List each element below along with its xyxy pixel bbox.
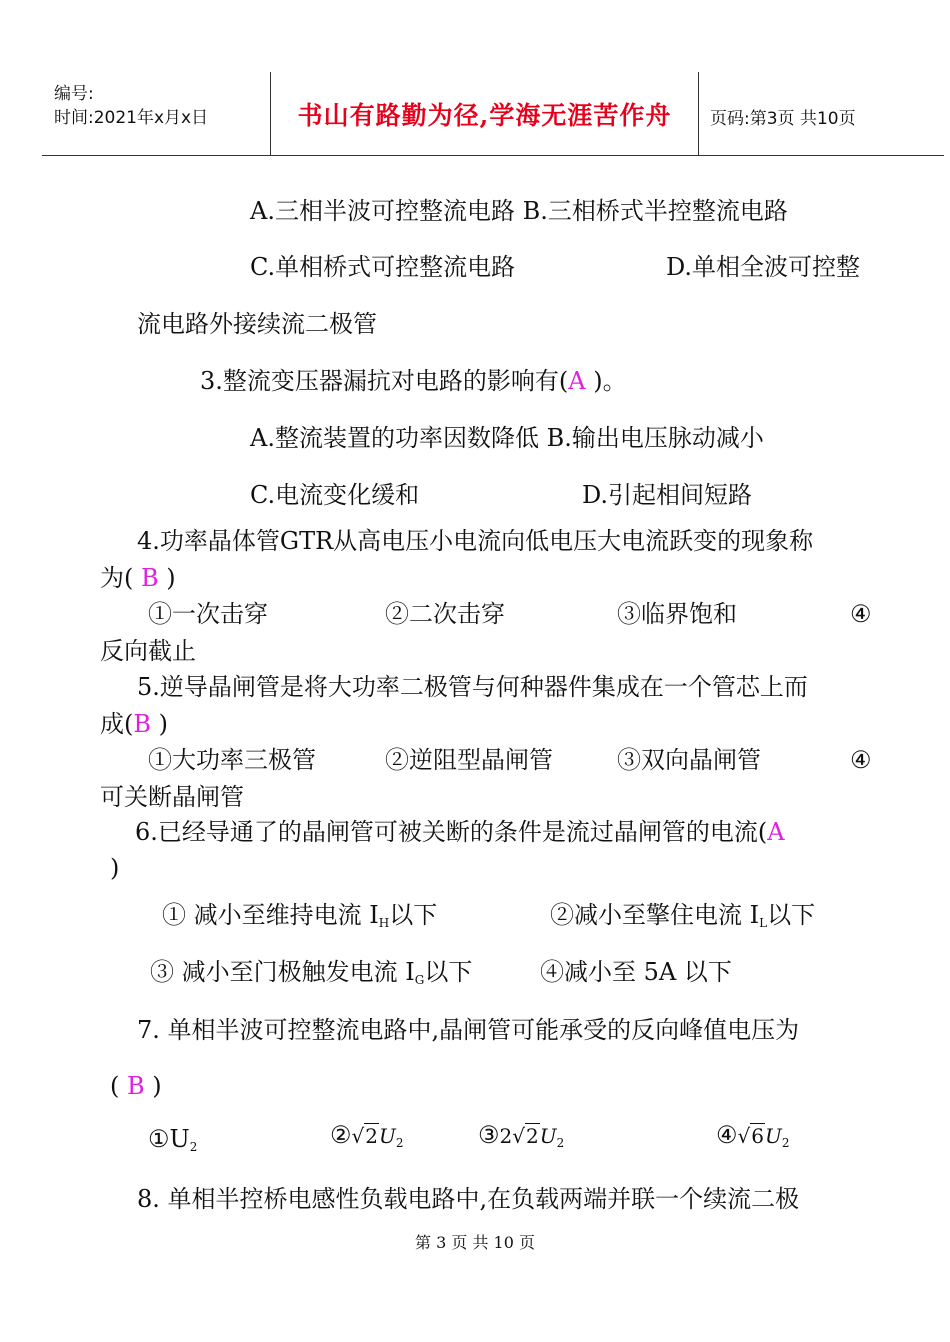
page-info: 页码:第3页 共10页 — [710, 109, 856, 129]
question-text: )。 — [585, 367, 627, 395]
option: ④ — [850, 746, 872, 774]
question-7-cont — [110, 1071, 162, 1101]
option: ④减小至 5A 以下 — [540, 958, 732, 986]
option: ①大功率三极管 — [148, 746, 316, 774]
variable: U — [765, 1124, 782, 1148]
option-number: ④ — [716, 1121, 738, 1149]
option-line: A.三相半波可控整流电路 B.三相桥式半控整流电路 — [250, 197, 788, 225]
motto: 书山有路勤为径,学海无涯苦作舟 — [297, 101, 672, 130]
question-5-cont — [100, 709, 168, 739]
option-line: C.单相桥式可控整流电路 — [250, 253, 516, 281]
option-cont: 可关断晶闸管 — [100, 783, 244, 811]
option-cont: 反向截止 — [100, 637, 196, 665]
subscript: H — [378, 916, 390, 930]
option-number: ① — [148, 1125, 170, 1153]
option-text: ① 减小至维持电流 I — [162, 901, 379, 929]
subscript: 2 — [189, 1140, 198, 1154]
answer-mark: A — [767, 818, 785, 846]
sqrt-symbol: √ — [351, 1124, 365, 1148]
coefficient: 2 — [499, 1124, 513, 1148]
subscript: 2 — [556, 1136, 565, 1150]
option-line: A.整流装置的功率因数降低 B.输出电压脉动减小 — [250, 424, 764, 452]
question-text: ) — [158, 564, 176, 592]
variable: U — [169, 1125, 190, 1153]
header-left — [54, 82, 208, 130]
question-text: ) — [144, 1072, 162, 1100]
option: ④ — [850, 600, 872, 628]
radicand: 6 — [751, 1124, 764, 1148]
answer-mark: A — [568, 367, 586, 395]
option-text: 以下 — [389, 901, 438, 929]
sqrt-symbol: √ — [737, 1124, 751, 1148]
option-number: ③ — [478, 1121, 500, 1149]
page-header — [42, 72, 944, 156]
question-6-close: ) — [110, 854, 120, 882]
option-line: C.电流变化缓和 — [250, 481, 420, 509]
option-line: D.单相全波可控整 — [666, 253, 861, 281]
answer-mark: B — [127, 1072, 145, 1100]
number-label: 编号: — [54, 84, 94, 104]
variable: U — [539, 1124, 557, 1148]
question-3 — [200, 366, 627, 396]
question-8: 8. 单相半控桥电感性负载电路中,在负载两端并联一个续流二极 — [137, 1185, 800, 1213]
page-footer: 第 3 页 共 10 页 — [415, 1233, 535, 1252]
option: ①一次击穿 — [148, 600, 268, 628]
option-line: D.引起相间短路 — [582, 481, 753, 509]
option — [150, 957, 472, 995]
subscript: 2 — [395, 1136, 404, 1150]
subscript: 2 — [781, 1136, 790, 1150]
option-text: 以下 — [767, 901, 816, 929]
question-4-cont — [100, 563, 176, 593]
question-4: 4.功率晶体管GTR从高电压小电流向低电压大电流跃变的现象称 — [137, 527, 814, 555]
option-text: ③ 减小至门极触发电流 I — [150, 958, 415, 986]
option: ②逆阻型晶闸管 — [385, 746, 553, 774]
question-5: 5.逆导晶闸管是将大功率二极管与何种器件集成在一个管芯上而 — [137, 673, 808, 701]
option — [162, 900, 437, 938]
sqrt-symbol: √ — [512, 1124, 525, 1148]
answer-mark: B — [141, 564, 159, 592]
variable: U — [379, 1124, 396, 1148]
option-formula — [716, 1120, 790, 1158]
option-line-continued: 流电路外接续流二极管 — [137, 310, 377, 338]
option-text: ②减小至擎住电流 I — [550, 901, 760, 929]
option-text: 以下 — [424, 958, 473, 986]
radicand: 2 — [365, 1124, 378, 1148]
option-formula — [478, 1120, 564, 1158]
question-7: 7. 单相半波可控整流电路中,晶闸管可能承受的反向峰值电压为 — [137, 1016, 800, 1044]
subscript: G — [414, 973, 425, 987]
question-text: 6.已经导通了的晶闸管可被关断的条件是流过晶闸管的电流( — [135, 818, 768, 846]
option: ②二次击穿 — [385, 600, 505, 628]
header-middle — [270, 72, 699, 156]
option-formula — [330, 1120, 404, 1158]
question-text: 为( — [100, 564, 141, 592]
option: ③双向晶闸管 — [617, 746, 761, 774]
question-text: ( — [110, 1072, 127, 1100]
option — [550, 900, 815, 938]
subscript: L — [759, 916, 768, 930]
radicand: 2 — [526, 1124, 539, 1148]
formula — [738, 1124, 790, 1148]
question-text: 3.整流变压器漏抗对电路的影响有( — [200, 367, 569, 395]
question-text: ) — [151, 710, 169, 738]
option-number: ② — [330, 1121, 352, 1149]
option-formula — [148, 1124, 197, 1162]
option: ③临界饱和 — [617, 600, 737, 628]
answer-mark: B — [133, 710, 152, 738]
question-text: 成( — [100, 710, 134, 738]
formula — [352, 1124, 404, 1148]
question-6 — [135, 817, 785, 847]
time-label: 时间:2021年x月x日 — [54, 108, 209, 128]
formula — [500, 1124, 565, 1148]
